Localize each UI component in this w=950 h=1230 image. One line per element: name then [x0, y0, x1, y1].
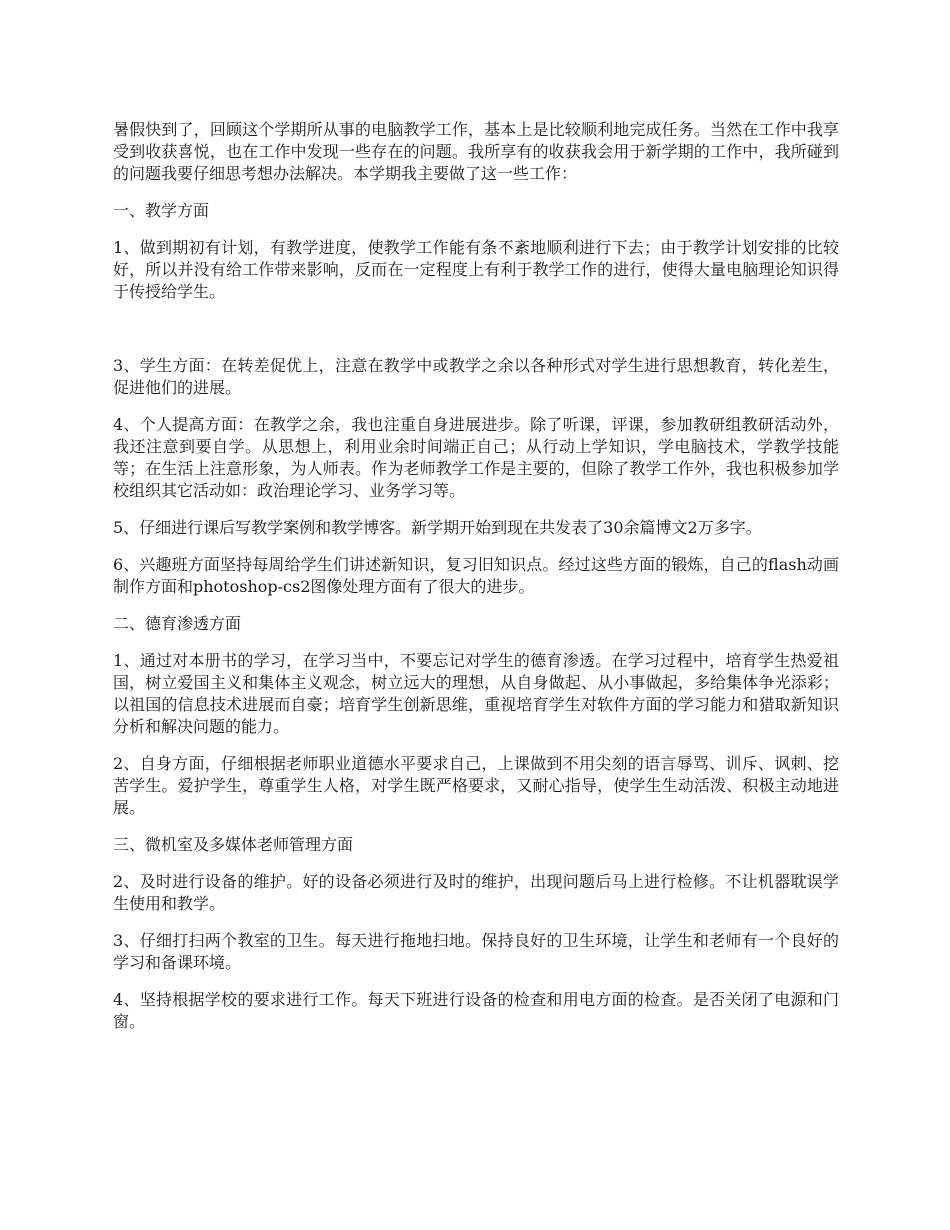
moral-item-2: 2、自身方面，仔细根据老师职业道德水平要求自己，上课做到不用尖刻的语言辱骂、训斥、讽刺、挖苦学生。爱护学生，尊重学生人格，对学生既严格要求，又耐心指导，使学生生动活泼、积极主动地进展。 [113, 754, 839, 817]
teaching-item-1: 1、做到期初有计划，有教学进度，使教学工作能有条不紊地顺利进行下去；由于教学计划安排的比较好，所以并没有给工作带来影响，反而在一定程度上有利于教学工作的进行，使得大量电脑理论知识得于传授给学生。 [113, 238, 839, 301]
intro-paragraph: 暑假快到了，回顾这个学期所从事的电脑教学工作，基本上是比较顺利地完成任务。当然在工作中我享受到收获喜悦，也在工作中发现一些存在的问题。我所享有的收获我会用于新学期的工作中，我所碰到的问题我要仔细思考想办法解决。本学期我主要做了这一些工作： [113, 120, 839, 183]
section-heading-lab: 三、微机室及多媒体老师管理方面 [113, 835, 354, 854]
teaching-item-6: 6、兴趣班方面坚持每周给学生们讲述新知识，复习旧知识点。经过这些方面的锻炼，自己的flash动画制作方面和photoshop-cs2图像处理方面有了很大的进步。 [113, 555, 839, 596]
moral-item-1: 1、通过对本册书的学习，在学习当中，不要忘记对学生的德育渗透。在学习过程中，培育学生热爱祖国，树立爱国主义和集体主义观念，树立远大的理想，从自身做起、从小事做起，多给集体争光添彩；以祖国的信息技术进展而自豪；培育学生创新思维，重视培育学生对软件方面的学习能力和猎取新知识分析和解决问题的能力。 [113, 651, 839, 736]
blank-gap [113, 318, 839, 355]
teaching-item-5: 5、仔细进行课后写教学案例和教学博客。新学期开始到现在共发表了30余篇博文2万多字。 [113, 518, 762, 537]
lab-item-4: 4、坚持根据学校的要求进行工作。每天下班进行设备的检查和用电方面的检查。是否关闭了电源和门窗。 [113, 990, 839, 1031]
section-heading-moral: 二、德育渗透方面 [113, 614, 242, 633]
lab-item-2: 2、及时进行设备的维护。好的设备必须进行及时的维护，出现问题后马上进行检修。不让机器耽误学生使用和教学。 [113, 872, 839, 913]
teaching-item-4: 4、个人提高方面：在教学之余，我也注重自身进展进步。除了听课，评课，参加教研组教研活动外，我还注意到要自学。从思想上，利用业余时间端正自己；从行动上学知识，学电脑技术，学教学技能等；在生活上注意形象，为人师表。作为老师教学工作是主要的，但除了教学工作外，我也积极参加学校组织其它活动如：政治理论学习、业务学习等。 [113, 415, 839, 500]
section-heading-teaching: 一、教学方面 [113, 201, 210, 220]
document-page [113, 119, 839, 1048]
teaching-item-3: 3、学生方面：在转差促优上，注意在教学中或教学之余以各种形式对学生进行思想教育，转化差生，促进他们的进展。 [113, 356, 839, 397]
lab-item-3: 3、仔细打扫两个教室的卫生。每天进行拖地扫地。保持良好的卫生环境，让学生和老师有一个良好的学习和备课环境。 [113, 931, 839, 972]
